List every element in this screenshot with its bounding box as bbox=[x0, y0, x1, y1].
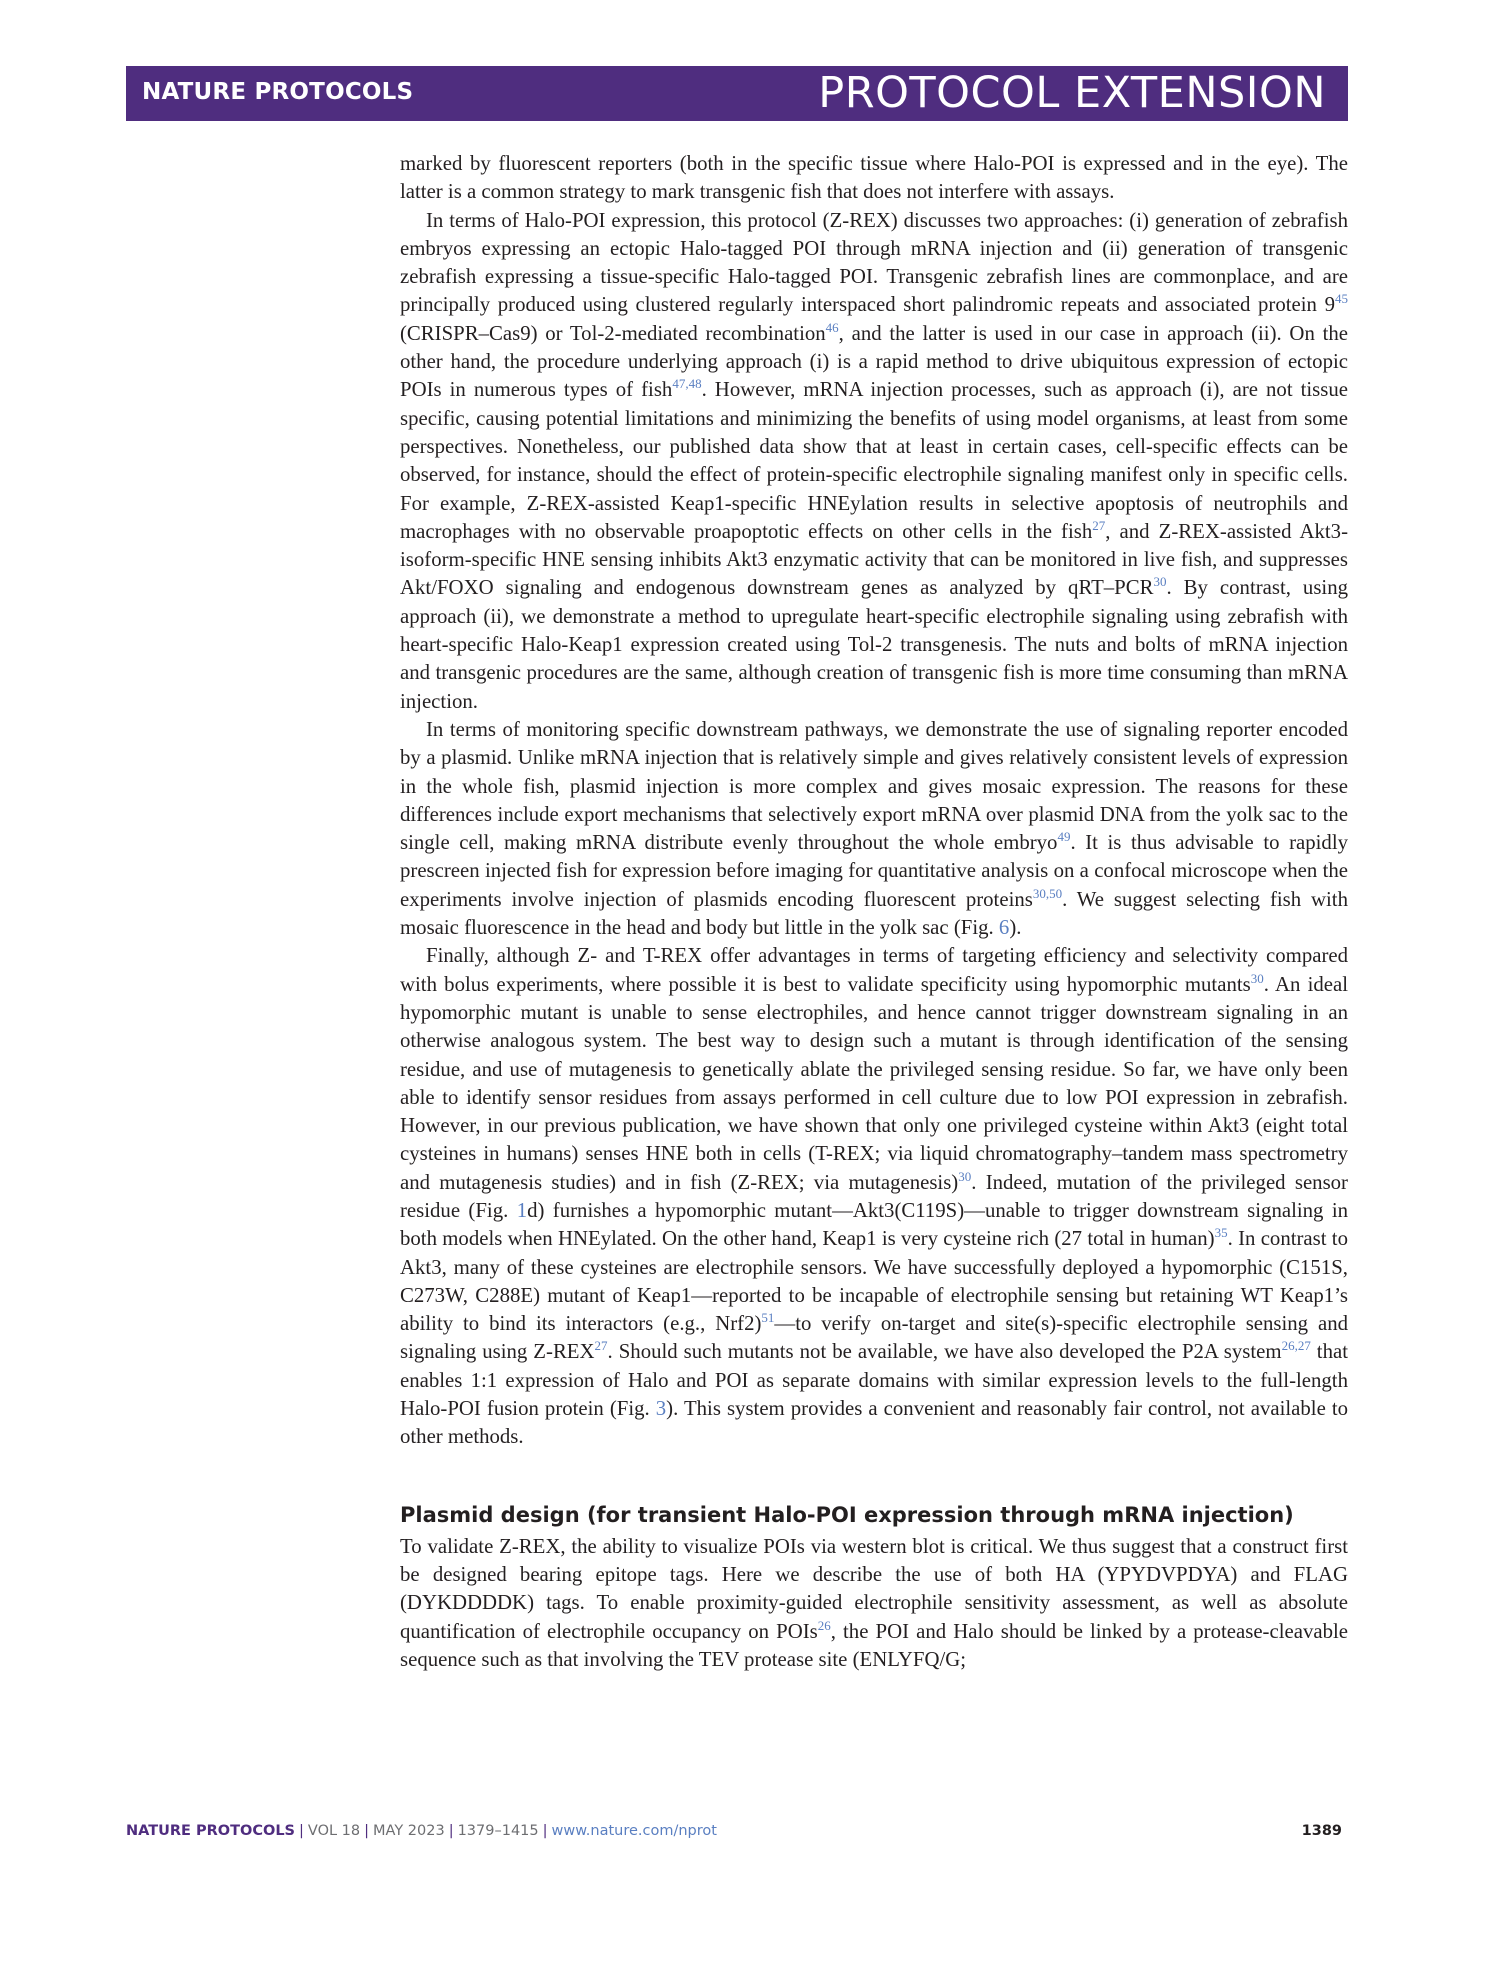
citation-ref[interactable]: 26 bbox=[817, 1617, 831, 1633]
text-run: , and the latter is used in our case in approach (ii). On the other hand, the procedure underlying approach (i) is a rapid method to drive ubiquitous expression of ectopic POIs in numerous types of fish bbox=[400, 321, 1348, 402]
figure-link[interactable]: 3 bbox=[655, 1397, 667, 1421]
text-run: . Should such mutants not be available, we have also developed the P2A system bbox=[607, 1340, 1282, 1364]
paragraph-text: marked by fluorescent reporters (both in the specific tissue where Halo-POI is expressed and in the eye). The latter is a common strategy to mark transgenic fish that does not interfere with assays. bbox=[400, 152, 1348, 204]
footer-separator: | bbox=[448, 1823, 454, 1839]
paragraph-2 bbox=[400, 207, 1348, 716]
footer-separator: | bbox=[299, 1823, 304, 1839]
text-run: . Indeed, mutation of the privileged sensor residue (Fig. bbox=[400, 1170, 1348, 1222]
text-run: In terms of monitoring specific downstream pathways, we demonstrate the use of signaling reporter encoded by a plasmid. Unlike mRNA injection that is relatively simple and gives relatively consistent levels of expression in the whole fish, plasmid injection is more complex and gives mosaic expression. The reasons for these differences include export mechanisms that selectively export mRNA over plasmid DNA from the yolk sac to the single cell, making mRNA distribute evenly throughout the whole embryo bbox=[400, 717, 1348, 855]
citation-ref[interactable]: 30 bbox=[1250, 970, 1264, 986]
header-bar bbox=[126, 66, 1348, 121]
footer-separator: | bbox=[364, 1823, 370, 1839]
text-run: . An ideal hypomorphic mutant is unable to sense electrophiles, and hence cannot trigger downstream signaling in an otherwise analogous system. The best way to design such a mutant is through identification of the sensing residue, and use of mutagenesis to genetically ablate the privileged sensing residue. So far, we have only been able to identify sensor residues from assays performed in cell culture due to low POI expression in zebrafish. However, in our previous publication, we have shown that only one privileged cysteine within Akt3 (eight total cysteines in humans) senses HNE both in cells (T-REX; via liquid chromatography–tandem mass spectrometry and mutagenesis studies) and in fish (Z-REX; via mutagenesis) bbox=[400, 972, 1348, 1194]
footer-journal: NATURE PROTOCOLS bbox=[126, 1823, 296, 1839]
paragraph-1 bbox=[400, 150, 1348, 207]
text-run: . By contrast, using approach (ii), we demonstrate a method to upregulate heart-specific electrophile signaling using zebrafish with heart-specific Halo-Keap1 expression created using Tol-2 transgenesis. The nuts and bolts of mRNA injection and transgenic procedures are the same, although creation of transgenic fish is more time consuming than mRNA injection. bbox=[400, 576, 1348, 713]
citation-ref[interactable]: 30 bbox=[1153, 574, 1167, 590]
text-run: . However, mRNA injection processes, such as approach (i), are not tissue specific, causing potential limitations and minimizing the benefits of using model organisms, at least from some perspectives. Nonetheless, our published data show that at least in certain cases, cell-specific effects can be observed, for instance, should the effect of protein-specific electrophile signaling manifest only in specific cells. For example, Z-REX-assisted Keap1-specific HNEylation results in selective apoptosis of neutrophils and macrophages with no observable proapoptotic effects on other cells in the fish bbox=[400, 378, 1348, 543]
text-run: ). bbox=[1009, 916, 1022, 940]
text-run: In terms of Halo-POI expression, this protocol (Z-REX) discusses two approaches: (i) generation of zebrafish embryos expressing an ectopic Halo-tagged POI through mRNA injection and (ii) generation of transgenic zebrafish expressing a tissue-specific Halo-tagged POI. Transgenic zebrafish lines are commonplace, and are principally produced using clustered regularly interspaced short palindromic repeats and associated protein 9 bbox=[400, 208, 1348, 317]
paragraph-4 bbox=[400, 942, 1348, 1451]
text-run: . We suggest selecting fish with mosaic fluorescence in the head and body but little in the yolk sac (Fig. bbox=[400, 887, 1348, 940]
footer-pages: 1379–1415 bbox=[457, 1823, 539, 1839]
citation-ref[interactable]: 49 bbox=[1057, 829, 1071, 845]
text-run: (CRISPR–Cas9) or Tol-2-mediated recombination bbox=[400, 321, 826, 345]
text-run: that enables 1:1 expression of Halo and POI as separate domains with similar expression levels to the full-length Halo-POI fusion protein (Fig. bbox=[400, 1340, 1348, 1421]
citation-ref[interactable]: 30 bbox=[958, 1168, 972, 1184]
section-name: PROTOCOL EXTENSION bbox=[818, 68, 1326, 118]
page-number: 1389 bbox=[1301, 1823, 1342, 1839]
text-run: , and Z-REX-assisted Akt3-isoform-specific HNE sensing inhibits Akt3 enzymatic activity that can be monitored in live fish, and suppresses Akt/FOXO signaling and endogenous downstream genes as analyzed by qRT–PCR bbox=[400, 519, 1348, 600]
text-run: . In contrast to Akt3, many of these cysteines are electrophile sensors. We have successfully deployed a hypomorphic (C151S, C273W, C288E) mutant of Keap1—reported to be incapable of electrophile sensing but retaining WT Keap1’s ability to bind its interactors (e.g., Nrf2) bbox=[400, 1227, 1348, 1336]
citation-ref[interactable]: 47,48 bbox=[672, 376, 702, 392]
citation-ref[interactable]: 51 bbox=[761, 1310, 775, 1326]
footer-citation bbox=[126, 1823, 717, 1839]
citation-ref[interactable]: 35 bbox=[1214, 1225, 1228, 1241]
text-run: To validate Z-REX, the ability to visualize POIs via western blot is critical. We thus suggest that a construct first be designed bearing epitope tags. Here we describe the use of both HA (YPYDVPDYA) and FLAG (DYKDDDDK) tags. To enable proximity-guided electrophile sensitivity assessment, as well as absolute quantification of electrophile occupancy on POIs bbox=[400, 1534, 1348, 1643]
footer-url-link[interactable]: www.nature.com/nprot bbox=[551, 1823, 717, 1839]
paragraph-5 bbox=[400, 1533, 1348, 1674]
footer-separator: | bbox=[542, 1823, 548, 1839]
citation-ref[interactable]: 30,50 bbox=[1032, 885, 1063, 901]
text-run: Finally, although Z- and T-REX offer advantages in terms of targeting efficiency and selectivity compared with bolus experiments, where possible it is best to validate specificity using hypomorphic mutants bbox=[400, 944, 1348, 996]
text-run: ). This system provides a convenient and reasonably fair control, not available to other methods. bbox=[400, 1397, 1349, 1449]
page-footer bbox=[126, 1823, 1348, 1847]
text-run: —to verify on-target and site(s)-specific electrophile sensing and signaling using Z-REX bbox=[400, 1312, 1349, 1364]
text-run: . It is thus advisable to rapidly prescreen injected fish for expression before imaging for quantitative analysis on a confocal microscope when the experiments involve injection of plasmids encoding fluorescent proteins bbox=[400, 831, 1348, 911]
text-run: d) furnishes a hypomorphic mutant—Akt3(C119S)—unable to trigger downstream signaling in both models when HNEylated. On the other hand, Keap1 is very cysteine rich (27 total in human) bbox=[400, 1198, 1348, 1251]
footer-date: MAY 2023 bbox=[373, 1823, 445, 1839]
journal-name: NATURE PROTOCOLS bbox=[142, 79, 414, 105]
section-heading: Plasmid design (for transient Halo-POI expression through mRNA injection) bbox=[400, 1502, 1294, 1527]
figure-link[interactable]: 6 bbox=[998, 916, 1010, 940]
citation-ref[interactable]: 45 bbox=[1335, 291, 1348, 307]
citation-ref[interactable]: 27 bbox=[1092, 517, 1106, 533]
paragraph-3 bbox=[400, 716, 1348, 942]
citation-ref[interactable]: 27 bbox=[594, 1338, 608, 1354]
footer-volume: VOL 18 bbox=[307, 1823, 361, 1839]
figure-link[interactable]: 1 bbox=[516, 1198, 528, 1222]
text-run: , the POI and Halo should be linked by a protease-cleavable sequence such as that involving the TEV protease site (ENLYFQ/G; bbox=[400, 1619, 1348, 1671]
citation-ref[interactable]: 46 bbox=[825, 319, 839, 335]
article-body bbox=[400, 150, 1348, 1674]
citation-ref[interactable]: 26,27 bbox=[1281, 1338, 1311, 1354]
